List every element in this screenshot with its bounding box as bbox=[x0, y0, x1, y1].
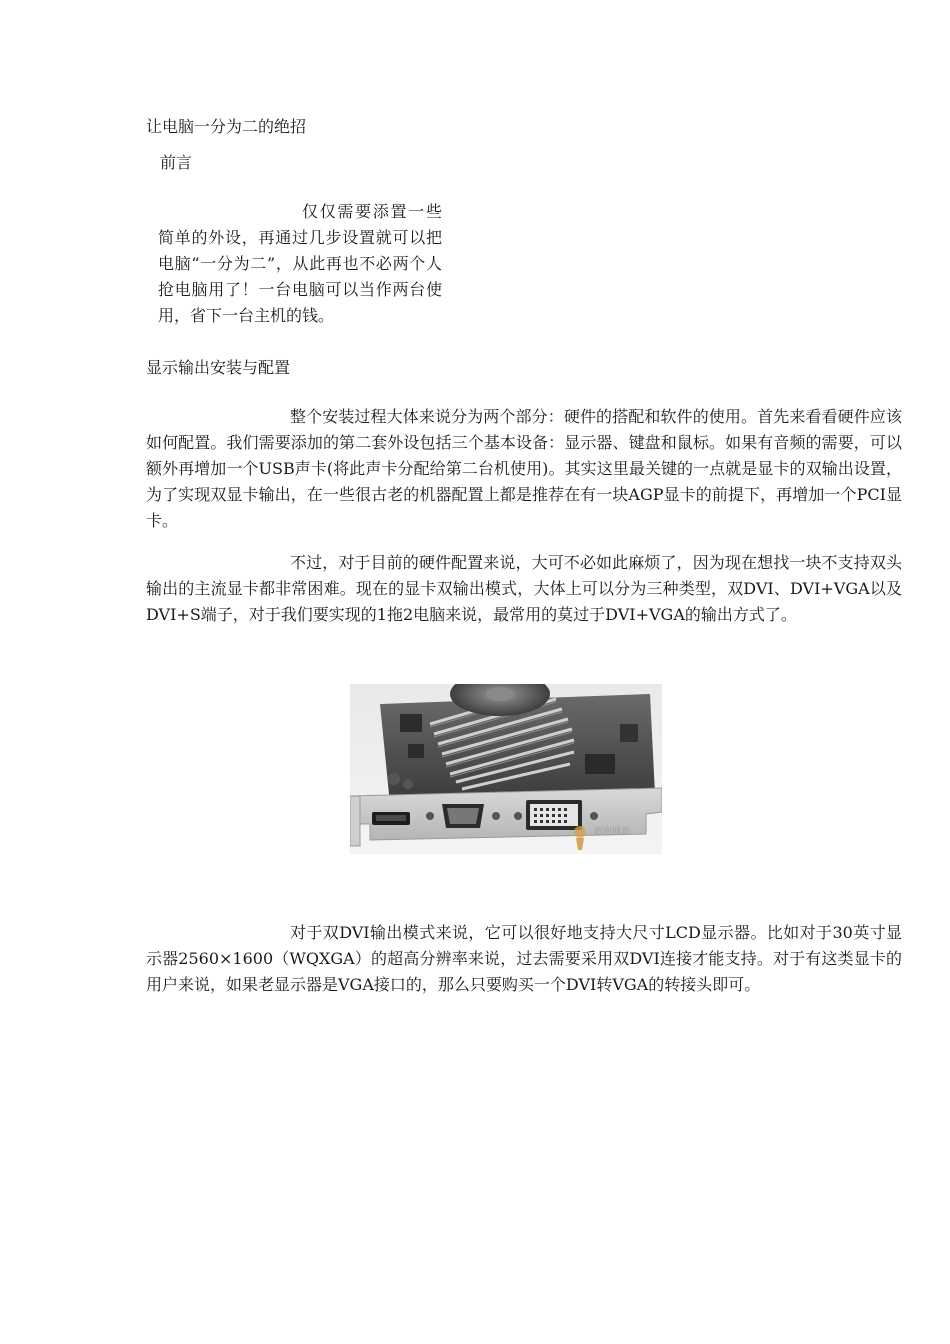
paragraph-dual-dvi: 对于双DVI输出模式来说，它可以很好地支持大尺寸LCD显示器。比如对于30英寸显示器2560×1600（WQXGA）的超高分辨率来说，过去需要采用双DVI连接才能支持。对于有这类显卡的用户来说，如果老显示器是VGA接口的，那么只要购买一个DVI转VGA的转接头即可。 bbox=[146, 923, 902, 994]
section-title: 显示输出安装与配置 bbox=[146, 358, 291, 377]
graphics-card-photo bbox=[350, 684, 662, 854]
intro-paragraph: 仅仅需要添置一些简单的外设，再通过几步设置就可以把电脑“一分为二”，从此再也不必两个人抢电脑用了！一台电脑可以当作两台使用，省下一台主机的钱。 bbox=[158, 202, 442, 325]
document-title: 让电脑一分为二的绝招 bbox=[146, 117, 307, 136]
paragraph-hardware-setup: 整个安装过程大体来说分为两个部分：硬件的搭配和软件的使用。首先来看看硬件应该如何配置。我们需要添加的第二套外设包括三个基本设备：显示器、键盘和鼠标。如果有音频的需要，可以额外再增加一个USB声卡(将此声卡分配给第二台机使用)。其实这里最关键的一点就是显卡的双输出设置，为了实现双显卡输出，在一些很古老的机器配置上都是推荐在有一块AGP显卡的前提下，再增加一个PCI显卡。 bbox=[146, 407, 902, 530]
watermark-text: 泡泡网讯 bbox=[594, 827, 631, 837]
foreword-heading: 前言 bbox=[160, 153, 193, 172]
paragraph-dual-output-modes: 不过，对于目前的硬件配置来说，大可不必如此麻烦了，因为现在想找一块不支持双头输出的主流显卡都非常困难。现在的显卡双输出模式，大体上可以分为三种类型，双DVI、DVI+VGA以及DVI+S端子，对于我们要实现的1拖2电脑来说，最常用的莫过于DVI+VGA的输出方式了。 bbox=[146, 553, 902, 624]
graphics-card-illustration bbox=[350, 684, 662, 854]
watermark-logo-icon bbox=[574, 826, 586, 850]
